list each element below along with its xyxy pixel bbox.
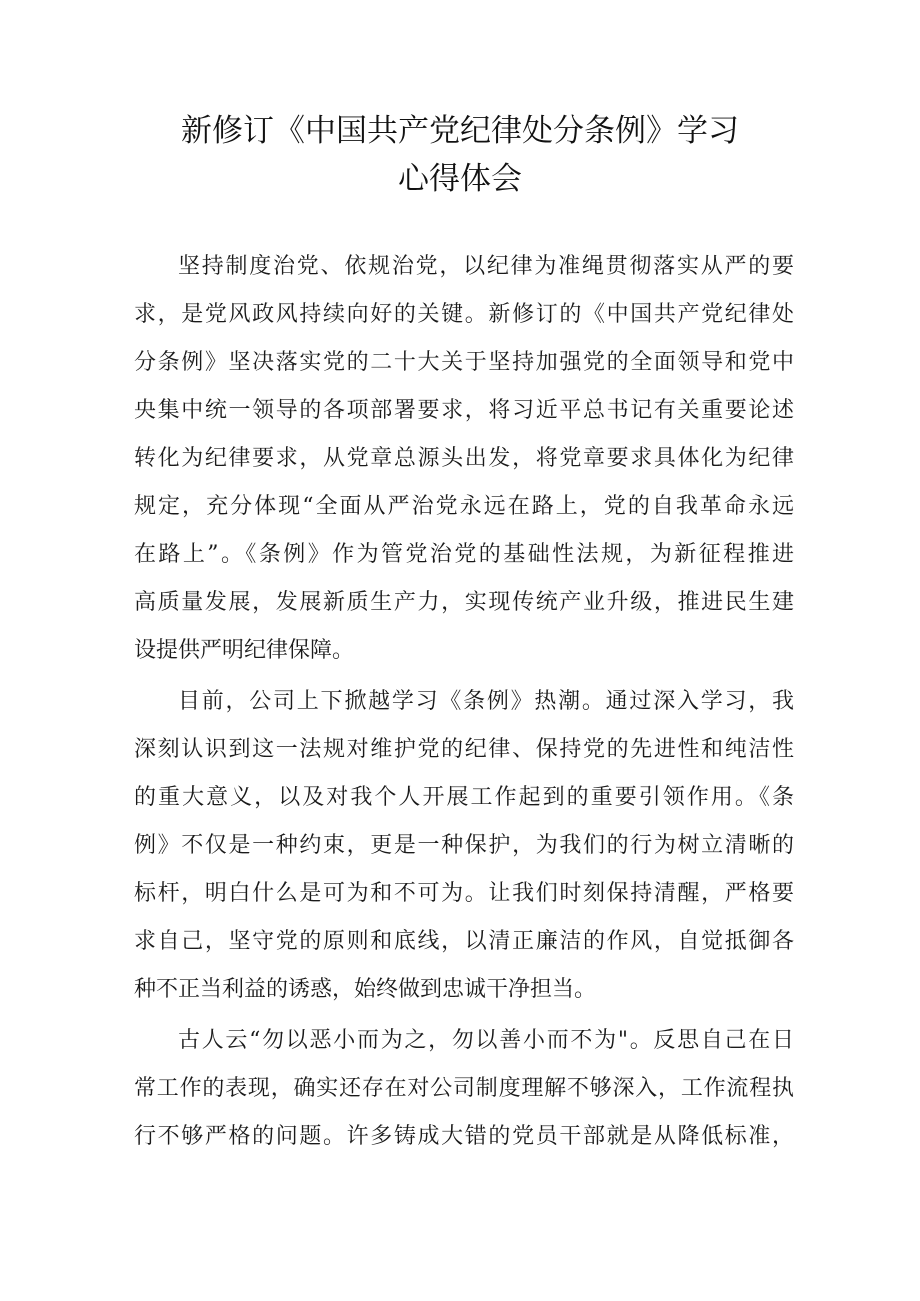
- paragraph-line: 坚持制度治党、依规治党，以纪律为准绳贯彻落实从严的要: [178, 254, 794, 279]
- paragraph-line: 行不够严格的问题。许多铸成大错的党员干部就是从降低标准，: [134, 1124, 794, 1149]
- document-title-line-1: 新修订《中国共产党纪律处分条例》学习: [181, 113, 739, 149]
- paragraph-line: 目前，公司上下掀越学习《条例》热潮。通过深入学习，我: [178, 689, 794, 714]
- paragraph-line: 求，是党风政风持续向好的关键。新修订的《中国共产党纪律处: [134, 302, 794, 327]
- paragraph-line: 设提供严明纪律保障。: [134, 638, 355, 663]
- paragraph-line: 规定，充分体现“全面从严治党永远在路上，党的自我革命永远: [134, 494, 794, 519]
- document-title-line-2: 心得体会: [398, 161, 522, 197]
- paragraph-line: 央集中统一领导的各项部署要求，将习近平总书记有关重要论述: [134, 398, 794, 423]
- paragraph-line: 高质量发展，发展新质生产力，实现传统产业升级，推进民生建: [134, 590, 794, 615]
- paragraph-line: 分条例》坚决落实党的二十大关于坚持加强党的全面领导和党中: [134, 350, 794, 375]
- paragraph-line: 深刻认识到这一法规对维护党的纪律、保持党的先进性和纯洁性: [134, 737, 794, 762]
- paragraph-line: 标杆，明白什么是可为和不可为。让我们时刻保持清醒，严格要: [134, 881, 794, 906]
- paragraph-line: 种不正当利益的诱惑，始终做到忠诚干净担当。: [134, 977, 597, 1002]
- paragraph-line: 常工作的表现，确实还存在对公司制度理解不够深入，工作流程执: [134, 1076, 794, 1101]
- paragraph-line: 的重大意义，以及对我个人开展工作起到的重要引领作用。《条: [134, 785, 794, 810]
- paragraph-line: 古人云“勿以恶小而为之，勿以善小而不为"。反思自己在日: [178, 1028, 794, 1053]
- paragraph-line: 例》不仅是一种约束，更是一种保护，为我们的行为树立清晰的: [134, 833, 794, 858]
- paragraph-line: 转化为纪律要求，从党章总源头出发，将党章要求具体化为纪律: [134, 446, 794, 471]
- paragraph-line: 在路上”。《条例》作为管党治党的基础性法规，为新征程推进: [134, 542, 794, 567]
- paragraph-line: 求自己，坚守党的原则和底线，以清正廉洁的作风，自觉抵御各: [134, 929, 794, 954]
